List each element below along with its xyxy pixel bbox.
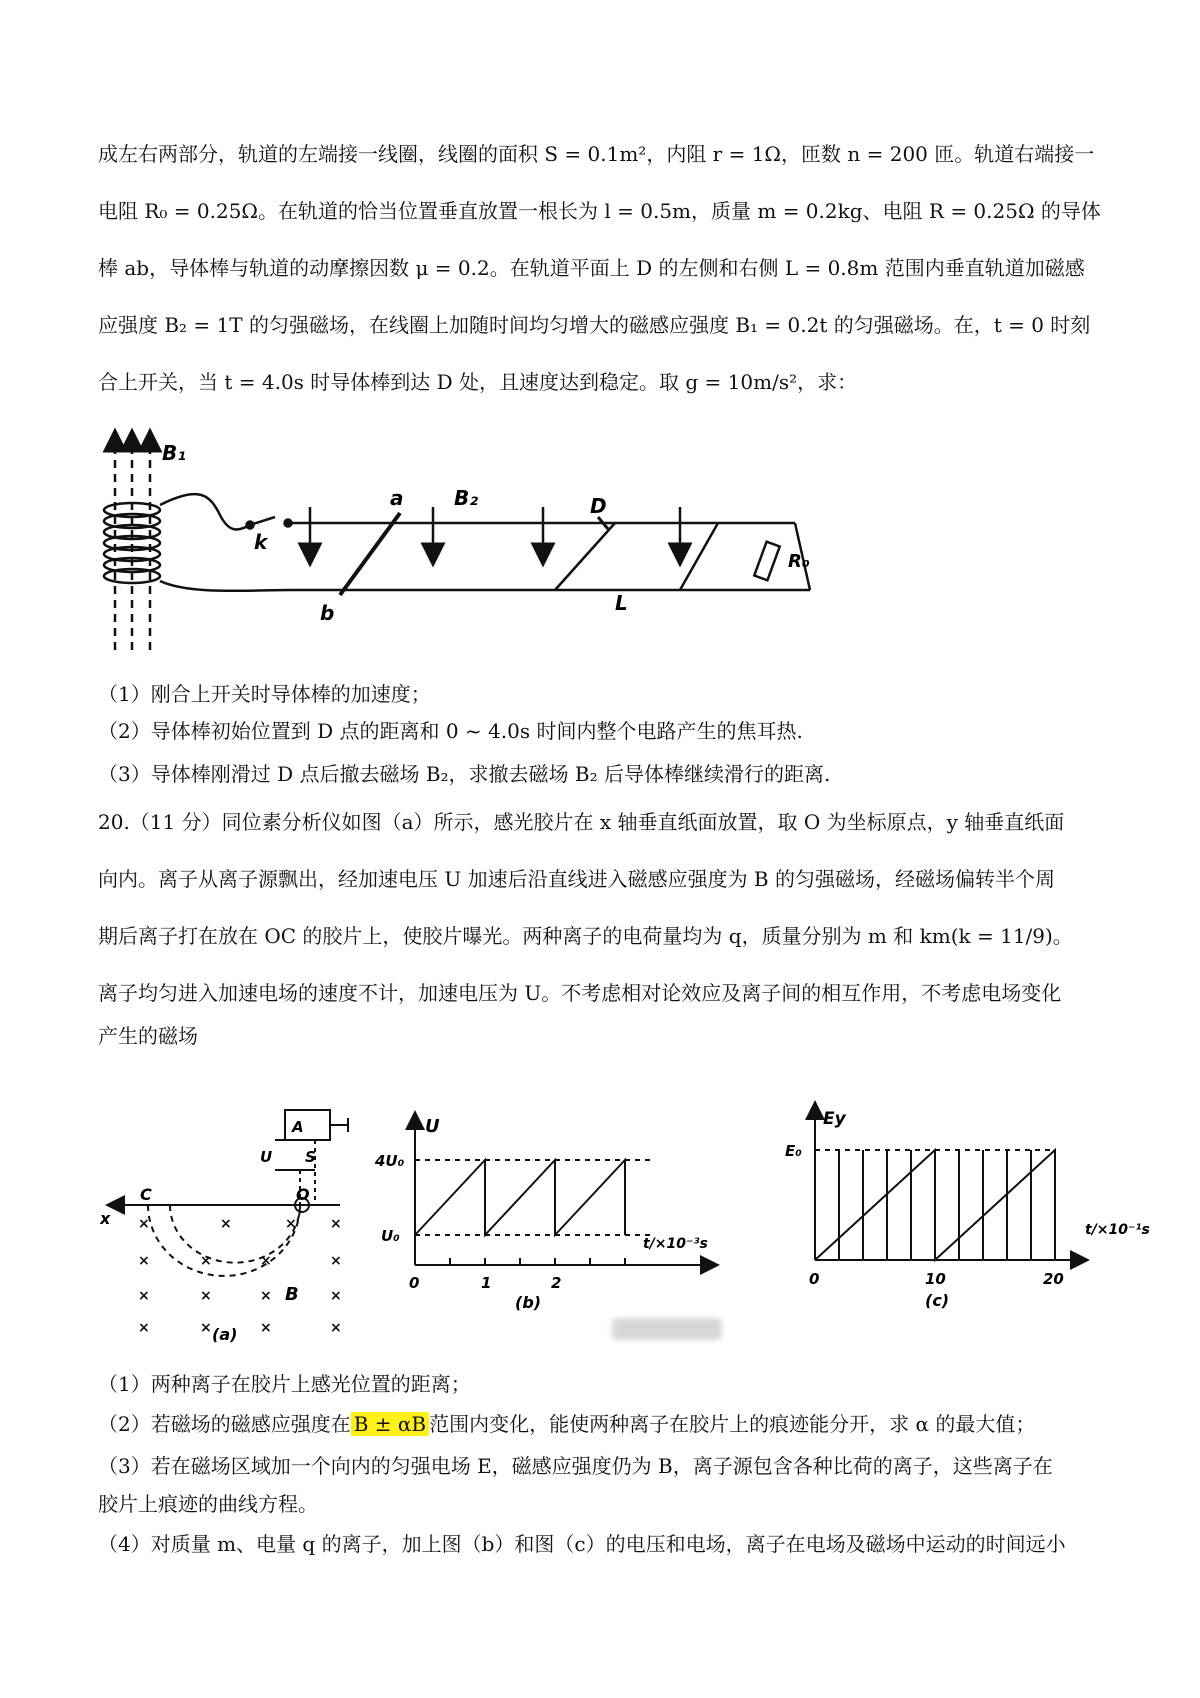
label-l: L	[615, 591, 628, 615]
figure-b-voltage-graph	[375, 1110, 725, 1320]
q20-q2-suffix: 范围内变化，能使两种离子在胶片上的痕迹能分开，求 α 的最大值；	[429, 1412, 1036, 1436]
fig-c-tick-20: 20	[1043, 1270, 1064, 1288]
svg-text:×: ×	[200, 1320, 212, 1336]
svg-text:×: ×	[200, 1288, 212, 1304]
q19-question-3: （3）导体棒刚滑过 D 点后撤去磁场 B₂，求撤去磁场 B₂ 后导体棒继续滑行的距离.	[98, 762, 831, 786]
q20-question-4: （4）对质量 m、电量 q 的离子，加上图（b）和图（c）的电压和电场，离子在电场及磁场中运动的时间远小	[98, 1532, 1066, 1556]
fig-c-tick-0: 0	[809, 1270, 820, 1288]
label-r0: R₀	[788, 551, 810, 572]
fig-b-y-top: 4U₀	[375, 1152, 405, 1170]
svg-text:×: ×	[200, 1253, 212, 1269]
q19-text-line-2: 电阻 R₀ = 0.25Ω。在轨道的恰当位置垂直放置一根长为 l = 0.5m，质量 m = 0.2kg、电阻 R = 0.25Ω 的导体	[98, 199, 1101, 223]
fig-a-label-o: O	[296, 1185, 310, 1204]
q20-question-1: （1）两种离子在胶片上感光位置的距离；	[98, 1372, 471, 1396]
fig-a-label-c: C	[140, 1185, 152, 1204]
q19-text-line-4: 应强度 B₂ = 1T 的匀强磁场，在线圈上加随时间均匀增大的磁感应强度 B₁ = 0.2t 的匀强磁场。在，t = 0 时刻	[98, 313, 1091, 337]
q20-q2-highlight: B ± αB	[351, 1412, 429, 1436]
rail-circuit-figure	[90, 425, 910, 665]
label-b: b	[320, 601, 335, 625]
fig-a-label-x: x	[100, 1209, 111, 1228]
q20-text-line-5: 产生的磁场	[98, 1024, 198, 1048]
fig-c-ylabel: Ey	[823, 1109, 846, 1129]
figure-a-isotope-analyzer	[100, 1100, 370, 1345]
q19-question-1: （1）刚合上开关时导体棒的加速度；	[98, 682, 431, 706]
label-d: D	[590, 494, 607, 518]
fig-a-label-s: S	[305, 1148, 316, 1166]
fig-b-caption: (b)	[515, 1293, 542, 1312]
blurred-watermark	[612, 1318, 722, 1340]
q20-question-3-line-2: 胶片上痕迹的曲线方程。	[98, 1492, 318, 1516]
fig-c-y-top: E₀	[785, 1142, 802, 1160]
fig-a-label-u: U	[260, 1148, 273, 1166]
q19-text-line-3: 棒 ab，导体棒与轨道的动摩擦因数 μ = 0.2。在轨道平面上 D 的左侧和右侧 L = 0.8m 范围内垂直轨道加磁感	[98, 256, 1085, 280]
q19-text-line-5: 合上开关，当 t = 4.0s 时导体棒到达 D 处，且速度达到稳定。取 g = 10m/s²，求：	[98, 370, 858, 394]
fig-c-tick-10: 10	[925, 1270, 946, 1288]
svg-text:×: ×	[260, 1288, 272, 1304]
svg-text:×: ×	[285, 1216, 297, 1232]
svg-text:×: ×	[330, 1288, 342, 1304]
q20-text-line-2: 向内。离子从离子源飘出，经加速电压 U 加速后沿直线进入磁感应强度为 B 的匀强磁场，经磁场偏转半个周	[98, 867, 1055, 891]
q19-text-line-1: 成左右两部分，轨道的左端接一线圈，线圈的面积 S = 0.1m²，内阻 r = 1Ω，匝数 n = 200 匝。轨道右端接一	[98, 142, 1095, 166]
svg-text:×: ×	[138, 1216, 150, 1232]
label-a: a	[390, 486, 404, 510]
fig-c-xlabel: t/×10⁻¹s	[1085, 1222, 1150, 1238]
svg-text:×: ×	[330, 1253, 342, 1269]
svg-text:×: ×	[220, 1216, 232, 1232]
svg-text:×: ×	[330, 1320, 342, 1336]
svg-text:×: ×	[260, 1253, 272, 1269]
fig-b-tick-0: 0	[409, 1274, 420, 1292]
figure-c-field-graph	[785, 1100, 1185, 1315]
label-k: k	[254, 530, 268, 554]
svg-text:×: ×	[330, 1216, 342, 1232]
magnetic-field-crosses	[138, 1216, 342, 1336]
q19-question-2: （2）导体棒初始位置到 D 点的距离和 0 ~ 4.0s 时间内整个电路产生的焦耳热.	[98, 719, 803, 743]
fig-c-caption: (c)	[925, 1291, 950, 1310]
svg-text:×: ×	[138, 1253, 150, 1269]
label-b1: B₁	[162, 441, 187, 465]
label-b2: B₂	[454, 486, 479, 510]
svg-text:×: ×	[138, 1320, 150, 1336]
fig-a-caption: (a)	[212, 1325, 238, 1344]
q20-question-3-line-1: （3）若在磁场区域加一个向内的匀强电场 E，磁感应强度仍为 B，离子源包含各种比荷的离子，这些离子在	[98, 1454, 1053, 1478]
q20-text-line-1: 20.（11 分）同位素分析仪如图（a）所示，感光胶片在 x 轴垂直纸面放置，取 O 为坐标原点，y 轴垂直纸面	[98, 810, 1065, 834]
q20-q2-prefix: （2）若磁场的磁感应强度在	[98, 1412, 351, 1436]
fig-b-tick-1: 1	[481, 1274, 492, 1292]
fig-a-label-a: A	[292, 1118, 304, 1136]
q20-text-line-3: 期后离子打在放在 OC 的胶片上，使胶片曝光。两种离子的电荷量均为 q，质量分别为 m 和 km(k = 11/9)。	[98, 924, 1073, 948]
svg-text:×: ×	[138, 1288, 150, 1304]
fig-b-ylabel: U	[425, 1116, 440, 1137]
q20-text-line-4: 离子均匀进入加速电场的速度不计，加速电压为 U。不考虑相对论效应及离子间的相互作用，不考虑电场变化	[98, 981, 1062, 1005]
fig-b-xlabel: t/×10⁻³s	[643, 1236, 708, 1252]
fig-a-label-b: B	[285, 1284, 299, 1305]
fig-b-tick-2: 2	[551, 1274, 562, 1292]
svg-text:×: ×	[260, 1320, 272, 1336]
fig-b-y-bottom: U₀	[381, 1227, 400, 1245]
q20-question-2	[98, 1410, 1108, 1438]
